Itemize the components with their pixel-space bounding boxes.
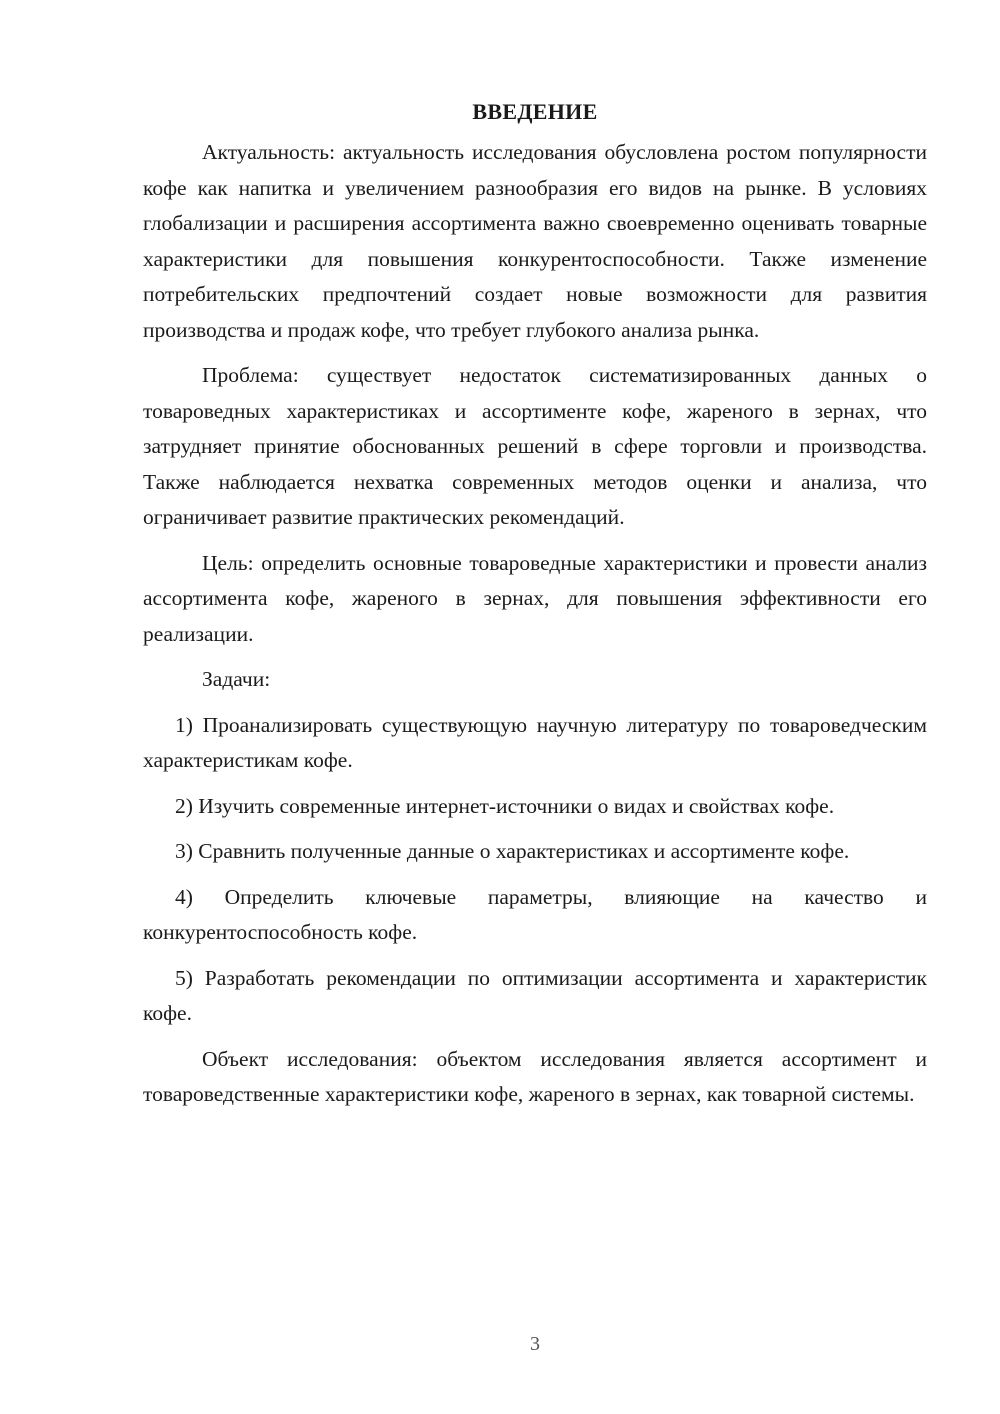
- section-title: ВВЕДЕНИЕ: [472, 99, 598, 124]
- task-item: 1) Проанализировать существующую научную литературу по товароведческим характеристикам кофе.: [143, 712, 927, 772]
- paragraph-goal: Цель: определить основные товароведные характеристики и провести анализ ассортимента кофе, жареного в зернах, для повышения эффективности его реализации.: [143, 550, 927, 646]
- paragraph-problem: Проблема: существует недостаток систематизированных данных о товароведных характеристиках и ассортименте кофе, жареного в зернах, что затрудняет принятие обоснованных решений в сфере торговли и производства. Также наблюдается нехватка современных методов оценки и анализа, что ограничивает развитие практических рекомендаций.: [143, 363, 927, 529]
- page-number: 3: [530, 1333, 540, 1355]
- paragraph-relevance: Актуальность: актуальность исследования обусловлена ростом популярности кофе как напитка и увеличением разнообразия его видов на рынке. В условиях глобализации и расширения ассортимента важно своевременно оценивать товарные характеристики для повышения конкурентоспособности. Также изменение потребительских предпочтений создает новые возможности для развития производства и продаж кофе, что требует глубокого анализа рынка.: [143, 140, 927, 342]
- task-item: 3) Сравнить полученные данные о характеристиках и ассортименте кофе.: [175, 839, 850, 863]
- task-item: 4) Определить ключевые параметры, влияющие на качество и конкурентоспособность кофе.: [143, 884, 927, 944]
- task-item: 5) Разработать рекомендации по оптимизации ассортимента и характеристик кофе.: [143, 965, 927, 1025]
- tasks-label: Задачи:: [202, 667, 271, 691]
- document-page: [143, 95, 927, 1123]
- paragraph-object: Объект исследования: объектом исследования является ассортимент и товароведственные характеристики кофе, жареного в зернах, как товарной системы.: [143, 1046, 927, 1106]
- task-item: 2) Изучить современные интернет-источники о видах и свойствах кофе.: [175, 793, 835, 818]
